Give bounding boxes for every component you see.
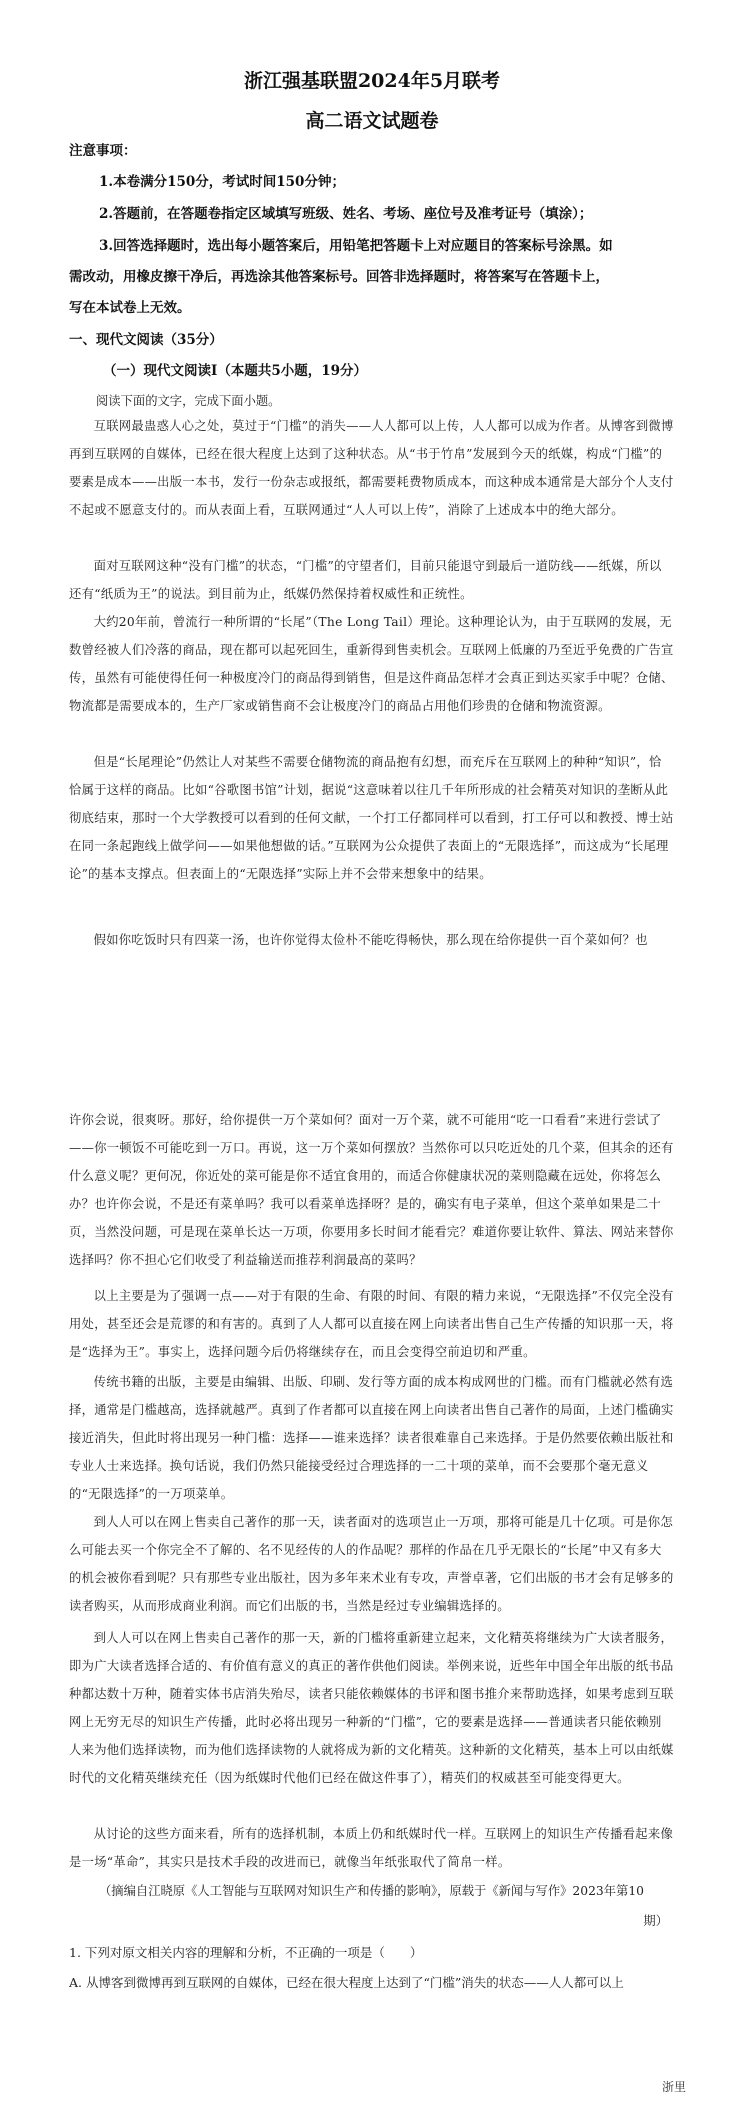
passage-paragraph: 以上主要是为了强调一点——对于有限的生命、有限的时间、有限的精力来说，“无限选择”不仅完全没有用处，甚至还会是荒谬的和有害的。真到了人人都可以直接在网上向读者出售自己生产传播的知识那一天，将是“选择为王”。事实上，选择问题今后仍将继续存在，而且会变得空前迫切和严重。 xyxy=(69,1289,674,1359)
notice-item-2: 2.答题前，在答题卷指定区域填写班级、姓名、考场、座位号及准考证号（填涂）； xyxy=(99,206,593,222)
passage-paragraph: 到人人可以在网上售卖自己著作的那一天，读者面对的选项岂止一万项，那将可能是几十亿项。可是你怎么可能去买一个你完全不了解的、名不见经传的人的作品呢？那样的作品在几乎无限长的“长尾”中又有多大的机会被你看到呢？只有那些专业出版社，因为多年来术业有专攻，声誉卓著，它们出版的书才会有足够多的读者购买，从而形成商业利润。而它们出版的书，当然是经过专业编辑选择的。 xyxy=(69,1515,674,1613)
notice-item-3: 3.回答选择题时，选出每小题答案后，用铅笔把答题卡上对应题目的答案标号涂黑。如 xyxy=(99,238,613,254)
page-footer: 浙里 xyxy=(661,2080,686,2094)
passage-paragraph: 面对互联网这种“没有门槛”的状态，“门槛”的守望者们，目前只能退守到最后一道防线——纸媒，所以还有“纸质为王”的说法。到目前为止，纸媒仍然保持着权威性和正统性。 xyxy=(69,559,662,601)
passage-paragraph: 但是“长尾理论”仍然让人对某些不需要仓储物流的商品抱有幻想，而充斥在互联网上的种种“知识”，恰恰属于这样的商品。比如“谷歌图书馆”计划，据说“这意味着以往几千年所形成的社会精英对知识的垄断从此彻底结束，那时一个大学教授可以看到的任何文献，一个打工仔都同样可以看到，打工仔可以和教授、博士站在同一条起跑线上做学问——如果他想做的话。”互联网为公众提供了表面上的“无限选择”，而这成为“长尾理论”的基本支撑点。但表面上的“无限选择”实际上并不会带来想象中的结果。 xyxy=(69,755,674,881)
source-citation: （摘编自江晓原《人工智能与互联网对知识生产和传播的影响》，原载于《新闻与写作》2023年第10 xyxy=(99,1884,644,1898)
passage-paragraph: 假如你吃饭时只有四菜一汤，也许你觉得太俭朴不能吃得畅快，那么现在给你提供一百个菜如何？也 xyxy=(93,933,648,947)
notice-item-1: 1.本卷满分150分，考试时间150分钟； xyxy=(99,174,345,190)
reading-instruction: 阅读下面的文字，完成下面小题。 xyxy=(96,394,281,408)
exam-subtitle: 高二语文试题卷 xyxy=(305,110,439,132)
question-option-a: A. 从博客到微博再到互联网的自媒体，已经在很大程度上达到了“门槛”消失的状态——人人都可以上 xyxy=(69,1975,624,1990)
notice-item-3-end: 写在本试卷上无效。 xyxy=(69,300,191,316)
source-citation-end: 期） xyxy=(643,1914,668,1928)
passage-paragraph: 传统书籍的出版，主要是由编辑、出版、印刷、发行等方面的成本构成网世的门槛。而有门槛就必然有选择，通常是门槛越高，选择就越严。真到了作者都可以直接在网上向读者出售自己著作的局面，上述门槛确实接近消失，但此时将出现另一种门槛：选择——谁来选择？读者很难靠自己来选择。于是仍然要依赖出版社和专业人士来选择。换句话说，我们仍然只能接受经过合理选择的一二十项的菜单，而不会要那个毫无意义的“无限选择”的一万项菜单。 xyxy=(69,1375,674,1501)
subsection-heading: （一）现代文阅读Ⅰ（本题共5小题，19分） xyxy=(103,363,367,379)
notice-item-3-cont: 需改动，用橡皮擦干净后，再选涂其他答案标号。回答非选择题时，将答案写在答题卡上， xyxy=(69,269,609,285)
section-heading: 一、现代文阅读（35分） xyxy=(69,332,223,348)
passage-paragraph: 许你会说，很爽呀。那好，给你提供一万个菜如何？面对一万个菜，就不可能用“吃一口看看”来进行尝试了——你一顿饭不可能吃到一万口。再说，这一万个菜如何摆放？当然你可以只吃近处的几个菜，但其余的还有什么意义呢？更何况，你近处的菜可能是你不适宜食用的，而适合你健康状况的菜则隐藏在远处，你将怎么办？也许你会说，不是还有菜单吗？我可以看菜单选择呀？是的，确实有电子菜单，但这个菜单如果是二十页，当然没问题，可是现在菜单长达一万项，你要用多长时间才能看完？难道你要让软件、算法、网站来替你选择吗？你不担心它们收受了利益输送而推荐利润最高的菜吗？ xyxy=(69,1113,674,1267)
passage-paragraph: 大约20年前，曾流行一种所谓的“长尾”（The Long Tail）理论。这种理论认为，由于互联网的发展，无数曾经被人们冷落的商品，现在都可以起死回生，重新得到售卖机会。互联网上低廉的乃至近乎免费的广告宣传，虽然有可能使得任何一种极度冷门的商品得到销售，但是这件商品怎样才会真正到达买家手中呢？仓储、物流都是需要成本的，生产厂家或销售商不会让极度冷门的商品占用他们珍贵的仓储和物流资源。 xyxy=(69,615,674,713)
passage-paragraph: 到人人可以在网上售卖自己著作的那一天，新的门槛将重新建立起来，文化精英将继续为广大读者服务，即为广大读者选择合适的、有价值有意义的真正的著作供他们阅读。举例来说，近些年中国全年出版的纸书品种都达数十万种，随着实体书店消失殆尽，读者只能依赖媒体的书评和图书推介来帮助选择，如果考虑到互联网上无穷无尽的知识生产传播，此时必将出现另一种新的“门槛”，它的要素是选择——普通读者只能依赖别人来为他们选择读物，而为他们选择读物的人就将成为新的文化精英。这种新的文化精英，基本上可以由纸媒时代的文化精英继续充任（因为纸媒时代他们已经在做这件事了），精英们的权威甚至可能变得更大。 xyxy=(69,1631,674,1785)
passage-paragraph: 互联网最蛊惑人心之处，莫过于“门槛”的消失——人人都可以上传，人人都可以成为作者。从博客到微博再到互联网的自媒体，已经在很大程度上达到了这种状态。从“书于竹帛”发展到今天的纸媒，构成“门槛”的要素是成本——出版一本书，发行一份杂志或报纸，都需要耗费物质成本，而这种成本通常是大部分个人支付不起或不愿意支付的。而从表面上看，互联网通过“人人可以上传”，消除了上述成本中的绝大部分。 xyxy=(69,419,674,517)
question-stem: 1. 下列对原文相关内容的理解和分析，不正确的一项是（ ） xyxy=(69,1945,423,1960)
exam-title: 浙江强基联盟2024年5月联考 xyxy=(243,70,501,92)
notice-heading: 注意事项： xyxy=(69,143,137,159)
passage-paragraph: 从讨论的这些方面来看，所有的选择机制，本质上仍和纸媒时代一样。互联网上的知识生产传播看起来像是一场“革命”，其实只是技术手段的改进而已，就像当年纸张取代了简帛一样。 xyxy=(69,1827,674,1869)
